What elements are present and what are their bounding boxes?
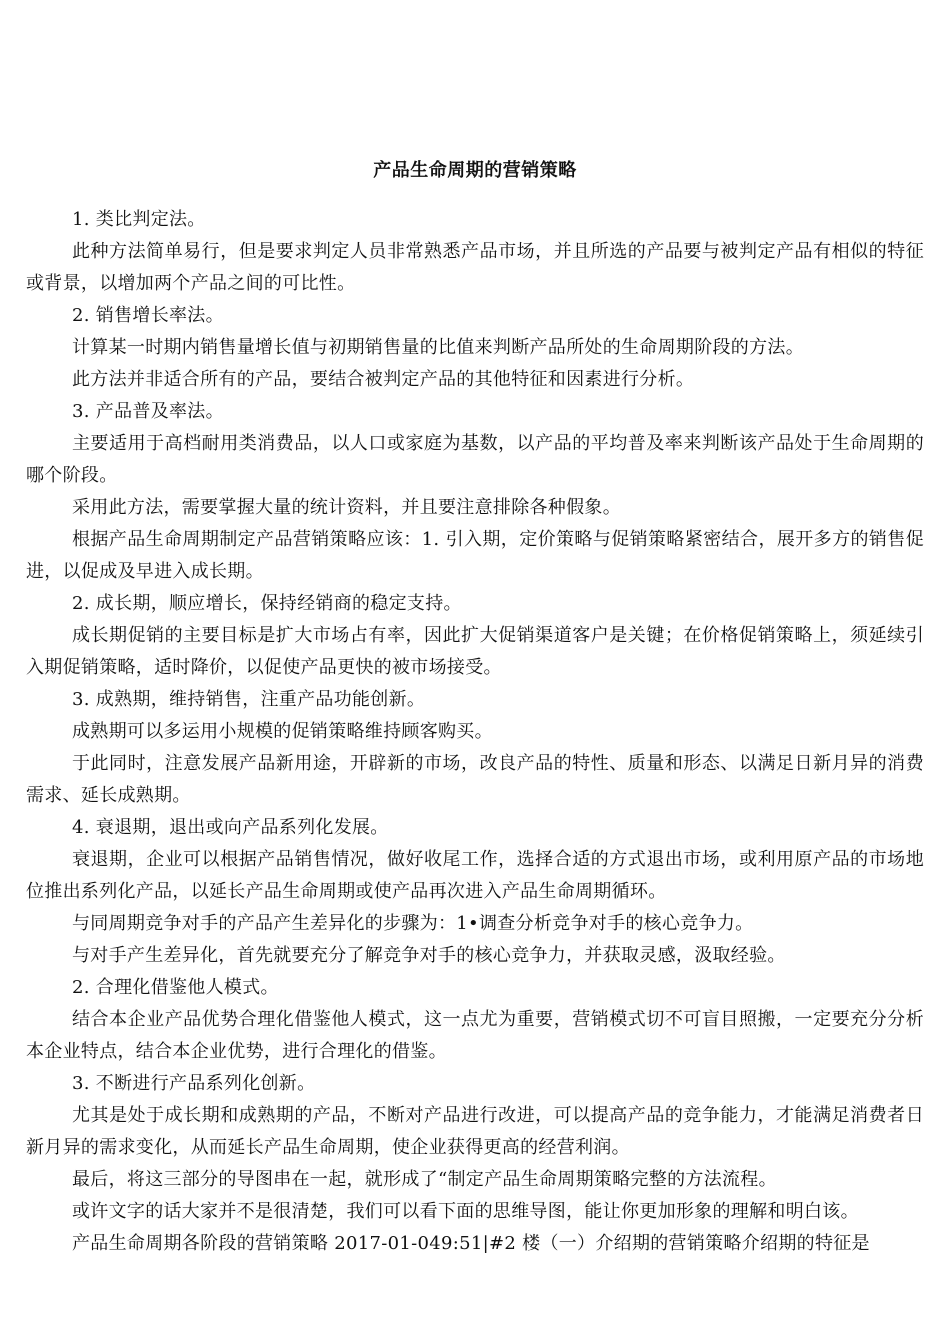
paragraph: 尤其是处于成长期和成熟期的产品，不断对产品进行改进，可以提高产品的竞争能力，才能满足消费者日新月异的需求变化，从而延长产品生命周期，使企业获得更高的经营利润。: [26, 1105, 924, 1158]
paragraph: 4. 衰退期，退出或向产品系列化发展。: [72, 817, 389, 838]
paragraph: 衰退期，企业可以根据产品销售情况，做好收尾工作，选择合适的方式退出市场，或利用原产品的市场地位推出系列化产品，以延长产品生命周期或使产品再次进入产品生命周期循环。: [26, 849, 924, 902]
paragraph: 最后，将这三部分的导图串在一起，就形成了“制定产品生命周期策略完整的方法流程。: [72, 1169, 777, 1190]
paragraph: 与同周期竞争对手的产品产生差异化的步骤为：1•调查分析竞争对手的核心竞争力。: [72, 913, 754, 934]
paragraph: 3. 成熟期，维持销售，注重产品功能创新。: [72, 689, 426, 710]
paragraph: 成长期促销的主要目标是扩大市场占有率，因此扩大促销渠道客户是关键；在价格促销策略上，须延续引入期促销策略，适时降价，以促使产品更快的被市场接受。: [26, 625, 924, 678]
paragraph: 2. 合理化借鉴他人模式。: [72, 977, 279, 998]
paragraph: 2. 销售增长率法。: [72, 305, 224, 326]
paragraph: 根据产品生命周期制定产品营销策略应该：1. 引入期，定价策略与促销策略紧密结合，展开多方的销售促进，以促成及早进入成长期。: [26, 529, 924, 582]
paragraph: 1. 类比判定法。: [72, 209, 206, 230]
paragraph: 计算某一时期内销售量增长值与初期销售量的比值来判断产品所处的生命周期阶段的方法。: [72, 337, 804, 358]
paragraph: 3. 不断进行产品系列化创新。: [72, 1073, 316, 1094]
document-body: [26, 204, 924, 1260]
document-title: 产品生命周期的营销策略: [373, 160, 577, 181]
paragraph: 此方法并非适合所有的产品，要结合被判定产品的其他特征和因素进行分析。: [72, 369, 695, 390]
paragraph: 采用此方法，需要掌握大量的统计资料，并且要注意排除各种假象。: [72, 497, 621, 518]
paragraph: 结合本企业产品优势合理化借鉴他人模式，这一点尤为重要，营销模式切不可盲目照搬，一定要充分分析本企业特点，结合本企业优势，进行合理化的借鉴。: [26, 1009, 924, 1062]
paragraph: 2. 成长期，顺应增长，保持经销商的稳定支持。: [72, 593, 462, 614]
paragraph: 成熟期可以多运用小规模的促销策略维持顾客购买。: [72, 721, 493, 742]
paragraph: 与对手产生差异化，首先就要充分了解竞争对手的核心竞争力，并获取灵感，汲取经验。: [72, 945, 786, 966]
paragraph: 于此同时，注意发展产品新用途，开辟新的市场，改良产品的特性、质量和形态、以满足日新月异的消费需求、延长成熟期。: [26, 753, 924, 806]
paragraph: 或许文字的话大家并不是很清楚，我们可以看下面的思维导图，能让你更加形象的理解和明白该。: [72, 1201, 859, 1222]
paragraph: 产品生命周期各阶段的营销策略 2017-01-049:51|#2 楼（一）介绍期的营销策略介绍期的特征是: [72, 1233, 870, 1254]
paragraph: 3. 产品普及率法。: [72, 401, 224, 422]
paragraph: 主要适用于高档耐用类消费品，以人口或家庭为基数，以产品的平均普及率来判断该产品处于生命周期的哪个阶段。: [26, 433, 924, 486]
paragraph: 此种方法简单易行，但是要求判定人员非常熟悉产品市场，并且所选的产品要与被判定产品有相似的特征或背景，以增加两个产品之间的可比性。: [26, 241, 924, 294]
